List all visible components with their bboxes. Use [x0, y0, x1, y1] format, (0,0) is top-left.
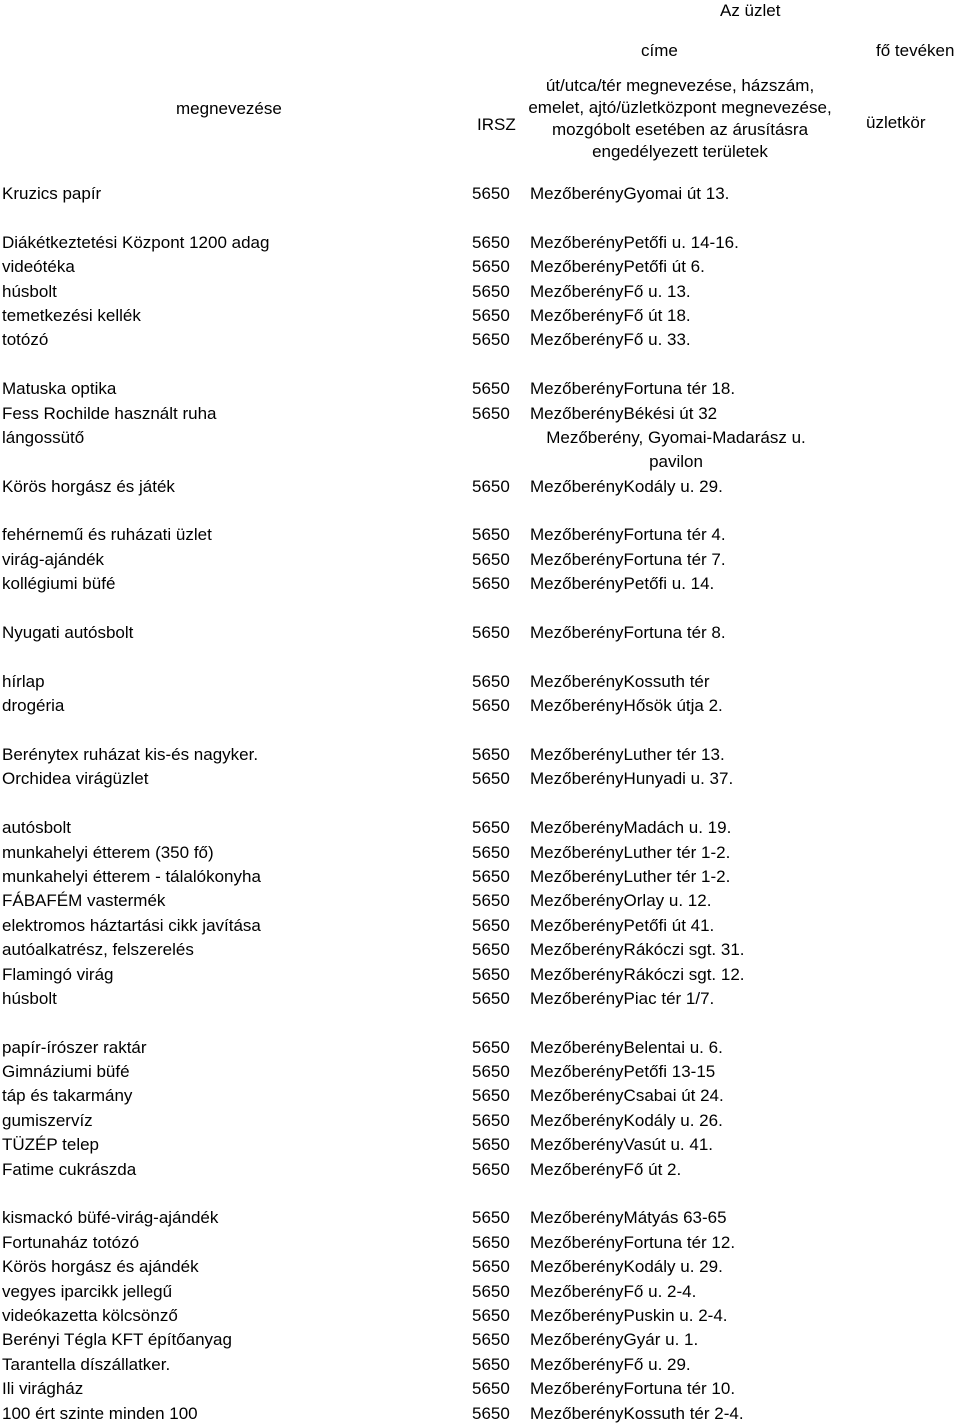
- table-row: [0, 1402, 960, 1426]
- shop-address: MezőberényLuther tér 1-2.: [530, 866, 731, 886]
- table-row: [0, 914, 960, 938]
- shop-irsz: 5650: [472, 1135, 510, 1155]
- shop-name: autóalkatrész, felszerelés: [2, 940, 194, 960]
- shop-address: MezőberényHunyadi u. 37.: [530, 769, 734, 789]
- shop-irsz: 5650: [472, 549, 510, 569]
- shop-address: MezőberényKodály u. 26.: [530, 1110, 723, 1130]
- shop-address: MezőberényFő u. 33.: [530, 330, 691, 350]
- table-row: [0, 182, 960, 206]
- table-row: [0, 841, 960, 865]
- shop-name: Gimnáziumi büfé: [2, 1062, 130, 1082]
- shop-irsz: 5650: [472, 1062, 510, 1082]
- shop-irsz: 5650: [472, 403, 510, 423]
- table-row: [0, 280, 960, 304]
- shop-irsz: 5650: [472, 1037, 510, 1057]
- shop-name: fehérnemű és ruházati üzlet: [2, 525, 212, 545]
- shop-irsz: 5650: [472, 866, 510, 886]
- shop-address: MezőberényOrlay u. 12.: [530, 891, 712, 911]
- shop-address: MezőberényFortuna tér 12.: [530, 1232, 736, 1252]
- shop-name: FÁBAFÉM vastermék: [2, 891, 166, 911]
- table-row: [0, 987, 960, 1011]
- shop-address: MezőberényVasút u. 41.: [530, 1135, 714, 1155]
- shop-address: MezőberényPetőfi 13-15: [530, 1062, 716, 1082]
- table-row: [0, 1109, 960, 1133]
- header-irsz: IRSZ: [477, 115, 516, 134]
- table-row: [0, 1377, 960, 1401]
- table-row: [0, 938, 960, 962]
- shop-name: munkahelyi étterem - tálalókonyha: [2, 866, 261, 886]
- shop-address: MezőberényFő út 2.: [530, 1159, 682, 1179]
- shop-irsz: 5650: [472, 1086, 510, 1106]
- shop-irsz: 5650: [472, 745, 510, 764]
- table-row: [0, 328, 960, 352]
- shop-irsz: 5650: [472, 1403, 510, 1423]
- shop-irsz: 5650: [472, 1379, 510, 1399]
- shop-name: Kruzics papír: [2, 184, 102, 203]
- shop-irsz: 5650: [472, 1281, 510, 1301]
- table-row: [0, 523, 960, 547]
- table-row: [0, 963, 960, 987]
- shop-irsz: 5650: [472, 696, 510, 716]
- shop-irsz: 5650: [472, 988, 510, 1008]
- shop-irsz: 5650: [472, 476, 510, 496]
- table-row: [0, 1036, 960, 1060]
- table-row: [0, 621, 960, 645]
- shop-address: MezőberényLuther tér 1-2.: [530, 842, 731, 862]
- table-row: [0, 694, 960, 718]
- table-row: [0, 572, 960, 596]
- shop-address: MezőberényPetőfi út 41.: [530, 915, 715, 935]
- shop-list: [0, 182, 960, 1426]
- shop-irsz: 5650: [472, 1354, 510, 1374]
- shop-address: MezőberényKodály u. 29.: [530, 476, 723, 496]
- shop-name: Fatime cukrászda: [2, 1159, 137, 1179]
- shop-irsz: 5650: [472, 842, 510, 862]
- header-uzletkor: üzletkör: [866, 113, 926, 132]
- shop-address: MezőberényFortuna tér 10.: [530, 1379, 736, 1399]
- shop-name: Berénytex ruházat kis-és nagyker.: [2, 745, 259, 764]
- table-row: [0, 1280, 960, 1304]
- table-row: [0, 670, 960, 694]
- table-row: [0, 1353, 960, 1377]
- shop-address: MezőberényPetőfi u. 14.: [530, 574, 715, 594]
- shop-address: MezőberényFortuna tér 18.: [530, 379, 736, 399]
- shop-name: Körös horgász és játék: [2, 476, 175, 496]
- table-row: [0, 548, 960, 572]
- shop-name: munkahelyi étterem (350 fő): [2, 842, 214, 862]
- shop-name: Diákétkeztetési Központ 1200 adag: [2, 232, 270, 252]
- table-row: [0, 767, 960, 791]
- shop-name: kismackó büfé-virág-ajándék: [2, 1208, 219, 1228]
- shop-irsz: 5650: [472, 940, 510, 960]
- shop-address: MezőberényRákóczi sgt. 31.: [530, 940, 745, 960]
- table-row: [0, 816, 960, 840]
- table-row: [0, 377, 960, 401]
- shop-address: MezőberényPetőfi út 6.: [530, 257, 705, 277]
- shop-name: videótéka: [2, 257, 75, 277]
- table-row: [0, 475, 960, 499]
- shop-irsz: 5650: [472, 891, 510, 911]
- shop-name: kollégiumi büfé: [2, 574, 116, 594]
- table-row: [0, 255, 960, 279]
- table-row: [0, 865, 960, 889]
- shop-irsz: 5650: [472, 769, 510, 789]
- shop-irsz: 5650: [472, 1208, 510, 1228]
- shop-name: vegyes iparcikk jellegű: [2, 1281, 173, 1301]
- shop-address: MezőberényFortuna tér 8.: [530, 623, 726, 643]
- shop-name: 100 ért szinte minden 100: [2, 1403, 198, 1423]
- shop-irsz: 5650: [472, 818, 510, 838]
- shop-address: MezőberényBelentai u. 6.: [530, 1037, 723, 1057]
- shop-name: Fess Rochilde használt ruha: [2, 403, 217, 423]
- shop-name: totózó: [2, 330, 49, 350]
- shop-irsz: 5650: [472, 257, 510, 277]
- shop-address: MezőberényPuskin u. 2-4.: [530, 1305, 728, 1325]
- shop-name: temetkezési kellék: [2, 305, 141, 325]
- table-row: [0, 1158, 960, 1182]
- shop-address: MezőberényFő u. 13.: [530, 281, 691, 301]
- shop-irsz: 5650: [472, 623, 510, 643]
- shop-name: Berényi Tégla KFT építőanyag: [2, 1330, 232, 1350]
- shop-name: virág-ajándék: [2, 549, 105, 569]
- shop-irsz: 5650: [472, 232, 510, 252]
- shop-irsz: 5650: [472, 1257, 510, 1277]
- shop-address: MezőberényLuther tér 13.: [530, 745, 725, 764]
- shop-address: MezőberényKodály u. 29.: [530, 1257, 723, 1277]
- header-uzlet: Az üzlet: [720, 1, 781, 20]
- shop-irsz: 5650: [472, 379, 510, 399]
- shop-irsz: 5650: [472, 330, 510, 350]
- shop-address: MezőberényKossuth tér 2-4.: [530, 1403, 744, 1423]
- shop-address: MezőberényFő út 18.: [530, 305, 691, 325]
- shop-irsz: 5650: [472, 1159, 510, 1179]
- shop-address: MezőberényGyár u. 1.: [530, 1330, 699, 1350]
- shop-name: elektromos háztartási cikk javítása: [2, 915, 261, 935]
- shop-irsz: 5650: [472, 305, 510, 325]
- shop-address: Mezőberény, Gyomai-Madarász u. pavilon: [546, 427, 806, 472]
- shop-irsz: 5650: [472, 281, 510, 301]
- shop-address: MezőberényFortuna tér 4.: [530, 525, 726, 545]
- shop-name: TÜZÉP telep: [2, 1135, 100, 1155]
- shop-address: MezőberényFő u. 2-4.: [530, 1281, 697, 1301]
- shop-name: húsbolt: [2, 988, 57, 1008]
- table-row: [0, 743, 960, 767]
- table-row: [0, 1255, 960, 1279]
- table-row: [0, 1206, 960, 1230]
- shop-irsz: 5650: [472, 1110, 510, 1130]
- shop-name: Ili virágház: [2, 1379, 84, 1399]
- table-row: [0, 1060, 960, 1084]
- shop-address: MezőberényFő u. 29.: [530, 1354, 691, 1374]
- table-row: [0, 1231, 960, 1255]
- shop-name: Körös horgász és ajándék: [2, 1257, 199, 1277]
- header-megnevezese: megnevezése: [176, 99, 282, 118]
- shop-name: Fortunaház totózó: [2, 1232, 140, 1252]
- shop-irsz: 5650: [472, 1305, 510, 1325]
- shop-irsz: 5650: [472, 184, 510, 203]
- table-row: [0, 1304, 960, 1328]
- shop-address: MezőberényMátyás 63-65: [530, 1208, 727, 1228]
- shop-name: drogéria: [2, 696, 65, 716]
- shop-irsz: 5650: [472, 964, 510, 984]
- header-fo-tevekenyseg: fő tevéken: [876, 41, 955, 60]
- shop-irsz: 5650: [472, 915, 510, 935]
- shop-irsz: 5650: [472, 1330, 510, 1350]
- table-row: [0, 231, 960, 255]
- shop-irsz: 5650: [472, 574, 510, 594]
- shop-name: papír-írószer raktár: [2, 1037, 147, 1057]
- shop-name: hírlap: [2, 671, 45, 691]
- shop-address: MezőberényBékési út 32: [530, 403, 718, 423]
- shop-address: MezőberényHősök útja 2.: [530, 696, 723, 716]
- shop-address: MezőberényKossuth tér: [530, 671, 710, 691]
- shop-address: MezőberényGyomai út 13.: [530, 184, 730, 203]
- shop-address: MezőberényCsabai út 24.: [530, 1086, 724, 1106]
- shop-name: videókazetta kölcsönző: [2, 1305, 178, 1325]
- shop-irsz: 5650: [472, 1232, 510, 1252]
- table-row: [0, 402, 960, 426]
- header-cime: címe: [641, 41, 678, 60]
- shop-name: Flamingó virág: [2, 964, 114, 984]
- shop-address: MezőberényRákóczi sgt. 12.: [530, 964, 745, 984]
- table-row: [0, 1084, 960, 1108]
- shop-name: lángossütő: [2, 427, 85, 447]
- shop-name: táp és takarmány: [2, 1086, 133, 1106]
- table-row: [0, 426, 960, 475]
- header-cim-leiras: út/utca/tér megnevezése, házszám, emelet, ajtó/üzletközpont megnevezése, mozgóbolt esetében az árusításra engedélyezett területek: [528, 76, 832, 161]
- shop-address: MezőberényFortuna tér 7.: [530, 549, 726, 569]
- shop-name: Tarantella díszállatker.: [2, 1354, 171, 1374]
- shop-address: MezőberényPiac tér 1/7.: [530, 988, 715, 1008]
- shop-name: Orchidea virágüzlet: [2, 769, 149, 789]
- shop-address: MezőberényMadách u. 19.: [530, 818, 732, 838]
- table-row: [0, 304, 960, 328]
- shop-name: Matuska optika: [2, 379, 117, 399]
- shop-name: húsbolt: [2, 281, 57, 301]
- shop-name: autósbolt: [2, 818, 71, 838]
- shop-irsz: 5650: [472, 525, 510, 545]
- shop-name: Nyugati autósbolt: [2, 623, 134, 643]
- table-row: [0, 1328, 960, 1352]
- shop-irsz: 5650: [472, 671, 510, 691]
- table-row: [0, 889, 960, 913]
- shop-address: MezőberényPetőfi u. 14-16.: [530, 232, 739, 252]
- table-row: [0, 1133, 960, 1157]
- shop-name: gumiszervíz: [2, 1110, 93, 1130]
